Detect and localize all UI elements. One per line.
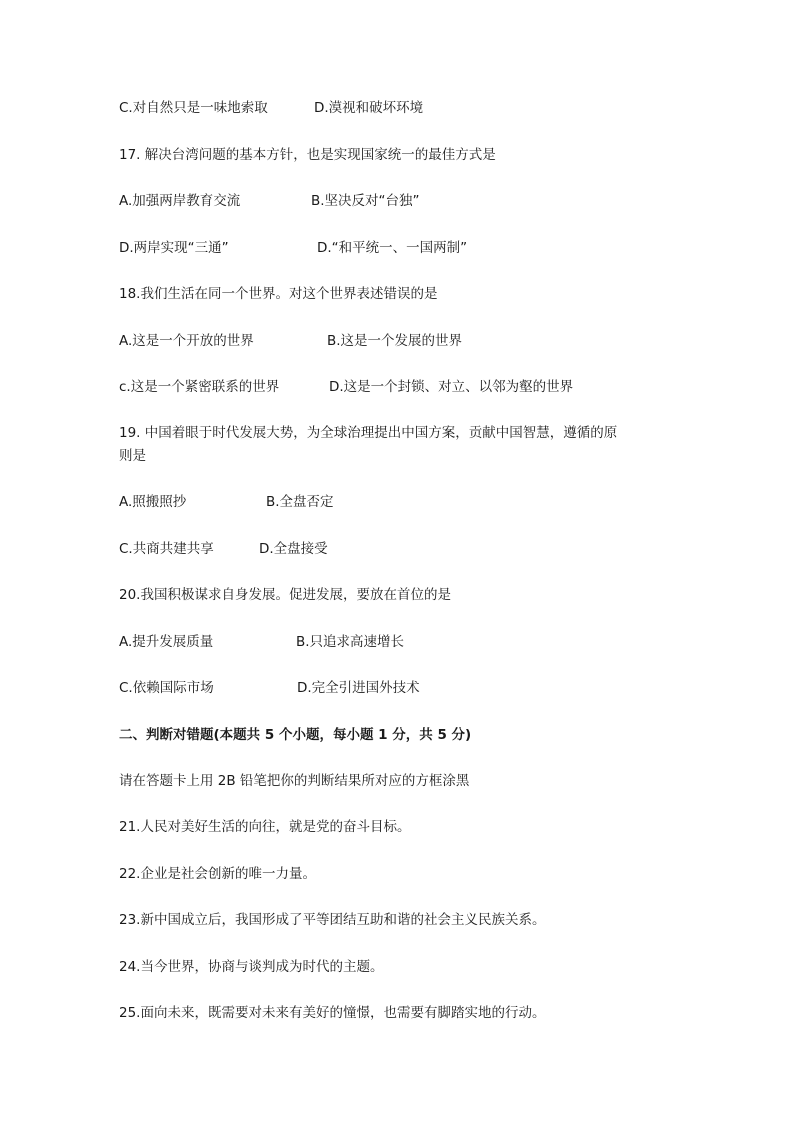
q18-stem: 18.我们生活在同一个世界。对这个世界表述错误的是 (119, 286, 438, 302)
q18-option-a: A.这是一个开放的世界 (119, 333, 254, 349)
q17-option-c: D.两岸实现“三通” (119, 240, 229, 256)
q18-option-d: D.这是一个封锁、对立、以邻为壑的世界 (329, 379, 574, 395)
q18-options-cd (119, 376, 689, 398)
q16-option-d: D.漠视和破坏环境 (314, 100, 424, 116)
q19-options-cd (119, 538, 689, 560)
judgment-item-24: 24.当今世界，协商与谈判成为时代的主题。 (119, 959, 384, 975)
q20-stem: 20.我国积极谋求自身发展。促进发展，要放在首位的是 (119, 587, 451, 603)
q19-option-d: D.全盘接受 (259, 541, 328, 557)
q17-option-b: B.坚决反对“台独” (311, 193, 420, 209)
q20-options-cd (119, 677, 689, 699)
q20-option-c: C.依赖国际市场 (119, 680, 214, 696)
q16-options-cd (119, 97, 689, 119)
q16-option-c: C.对自然只是一味地索取 (119, 100, 268, 116)
q19-stem-line1: 19. 中国着眼于时代发展大势，为全球治理提出中国方案，贡献中国智慧，遵循的原 (119, 425, 618, 441)
judgment-item-22: 22.企业是社会创新的唯一力量。 (119, 866, 316, 882)
q20-option-b: B.只追求高速增长 (296, 634, 405, 650)
q20-options-ab (119, 631, 689, 653)
q17-option-d: D.“和平统一、一国两制” (317, 240, 468, 256)
q18-options-ab (119, 330, 689, 352)
judgment-item-23: 23.新中国成立后，我国形成了平等团结互助和谐的社会主义民族关系。 (119, 912, 546, 928)
judgment-item-21: 21.人民对美好生活的向往，就是党的奋斗目标。 (119, 819, 411, 835)
q19-options-ab (119, 491, 689, 513)
q19-option-c: C.共商共建共享 (119, 541, 214, 557)
q20-option-d: D.完全引进国外技术 (297, 680, 420, 696)
q17-options-ab (119, 190, 689, 212)
q20-option-a: A.提升发展质量 (119, 634, 214, 650)
q18-option-c: c.这是一个紧密联系的世界 (119, 379, 280, 395)
q19-option-b: B.全盘否定 (266, 494, 334, 510)
q17-stem: 17. 解决台湾问题的基本方针，也是实现国家统一的最佳方式是 (119, 147, 496, 163)
q19-option-a: A.照搬照抄 (119, 494, 187, 510)
section-heading-true-false: 二、判断对错题(本题共 5 个小题，每小题 1 分，共 5 分) (119, 727, 472, 743)
q18-option-b: B.这是一个发展的世界 (327, 333, 463, 349)
q19-stem-line2: 则是 (119, 448, 146, 464)
judgment-item-25: 25.面向未来，既需要对未来有美好的憧憬，也需要有脚踏实地的行动。 (119, 1005, 546, 1021)
q17-option-a: A.加强两岸教育交流 (119, 193, 241, 209)
q17-options-cd (119, 237, 689, 259)
section-instruction: 请在答题卡上用 2B 铅笔把你的判断结果所对应的方框涂黑 (119, 773, 470, 789)
